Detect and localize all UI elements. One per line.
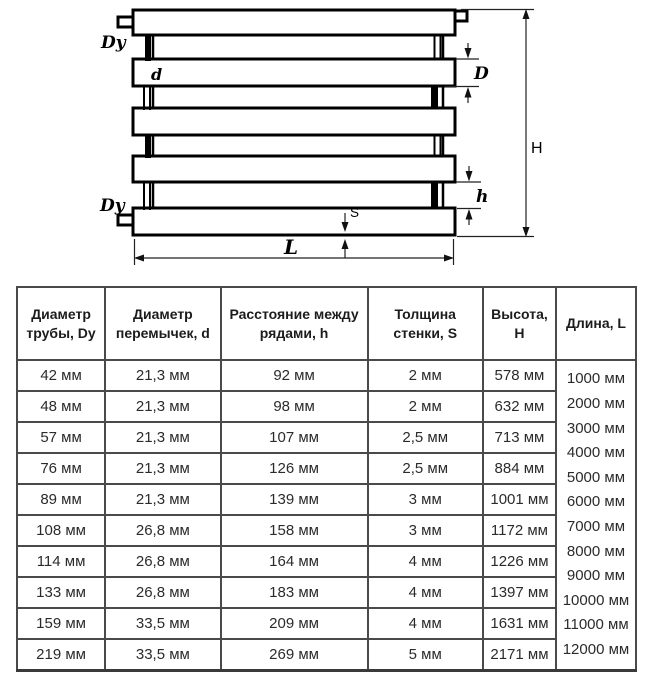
table-cell: 1631 мм [483,608,556,639]
table-row [17,484,636,515]
table-row [17,422,636,453]
table-cell: 107 мм [221,422,368,453]
table-cell: 183 мм [221,577,368,608]
table-cell: 4 мм [368,577,483,608]
table-cell: 3 мм [368,484,483,515]
arrow-h-top [466,171,473,182]
arrow-L-right [444,255,454,262]
table-cell: 1172 мм [483,515,556,546]
length-value: 2000 мм [566,395,626,413]
table-cell: 33,5 мм [105,639,220,671]
table-row [17,577,636,608]
table-cell: 1226 мм [483,546,556,577]
table-cell: 2 мм [368,391,483,422]
header-length: Длина, L [556,287,636,360]
spec-table-body [17,360,636,671]
table-cell: 159 мм [17,608,105,639]
label-height: H [531,140,543,157]
table-row [17,391,636,422]
table-row [17,453,636,484]
table-cell: 2,5 мм [368,422,483,453]
table-cell: 57 мм [17,422,105,453]
table-row [17,608,636,639]
arrow-H-top [523,9,530,19]
table-cell: 884 мм [483,453,556,484]
label-row-spacing: h [476,187,489,207]
length-value: 11000 мм [563,616,629,634]
table-cell: 76 мм [17,453,105,484]
length-column-cell [556,360,636,671]
table-cell: 2171 мм [483,639,556,671]
table-cell: 21,3 мм [105,453,220,484]
table-cell: 158 мм [221,515,368,546]
table-cell: 632 мм [483,391,556,422]
arrow-S-bottom [342,239,349,249]
table-cell: 578 мм [483,360,556,391]
length-value: 9000 мм [566,567,626,585]
label-outer-diameter: D [474,64,489,84]
table-row [17,515,636,546]
arrow-H-bottom [523,227,530,237]
label-dy-bottom: Dy [100,196,125,216]
spec-table [16,286,637,672]
table-cell: 21,3 мм [105,360,220,391]
table-cell: 5 мм [368,639,483,671]
table-cell: 92 мм [221,360,368,391]
table-cell: 139 мм [221,484,368,515]
label-wall-thickness: S [350,205,360,220]
table-cell: 33,5 мм [105,608,220,639]
length-value: 1000 мм [566,370,626,388]
length-value: 6000 мм [566,493,626,511]
header-pipe-diameter: Диаметр трубы, Dy [17,287,105,360]
label-length: L [284,235,299,259]
table-cell: 21,3 мм [105,422,220,453]
label-dy-top: Dy [101,33,126,53]
table-cell: 114 мм [17,546,105,577]
register-diagram [0,0,647,280]
arrow-D-bottom [465,87,472,98]
table-cell: 89 мм [17,484,105,515]
table-cell: 3 мм [368,515,483,546]
table-cell: 269 мм [221,639,368,671]
table-cell: 2,5 мм [368,453,483,484]
table-cell: 26,8 мм [105,577,220,608]
table-cell: 1397 мм [483,577,556,608]
arrow-D-top [465,48,472,59]
table-cell: 2 мм [368,360,483,391]
table-cell: 1001 мм [483,484,556,515]
length-value: 4000 мм [566,444,626,462]
length-value: 12000 мм [562,640,630,658]
length-value: 5000 мм [566,468,626,486]
length-value: 7000 мм [566,518,626,535]
table-cell: 98 мм [221,391,368,422]
length-value: 8000 мм [566,542,626,560]
table-cell: 48 мм [17,391,105,422]
table-cell: 21,3 мм [105,484,220,515]
arrow-h-bottom [466,209,473,220]
table-cell: 42 мм [17,360,105,391]
table-row [17,639,636,671]
arrow-L-left [134,255,144,262]
table-cell: 126 мм [221,453,368,484]
label-jumper-d: d [151,65,163,84]
table-cell: 164 мм [221,546,368,577]
table-cell: 4 мм [368,546,483,577]
register-drawing-svg [0,0,647,280]
table-row [17,360,636,391]
table-cell: 108 мм [17,515,105,546]
table-cell: 713 мм [483,422,556,453]
table-cell: 26,8 мм [105,515,220,546]
header-jumper-diameter: Диаметр перемычек, d [105,287,220,360]
header-row-spacing: Расстояние между рядами, h [221,287,368,360]
table-cell: 21,3 мм [105,391,220,422]
length-value: 3000 мм [566,419,626,437]
table-cell: 219 мм [17,639,105,671]
table-cell: 26,8 мм [105,546,220,577]
table-row [17,546,636,577]
table-cell: 133 мм [17,577,105,608]
length-value: 10000 мм [562,591,630,609]
header-height: Высота, H [483,287,556,360]
table-cell: 4 мм [368,608,483,639]
spec-table-header [17,287,636,360]
header-wall-thickness: Толщина стенки, S [368,287,483,360]
table-cell: 209 мм [221,608,368,639]
